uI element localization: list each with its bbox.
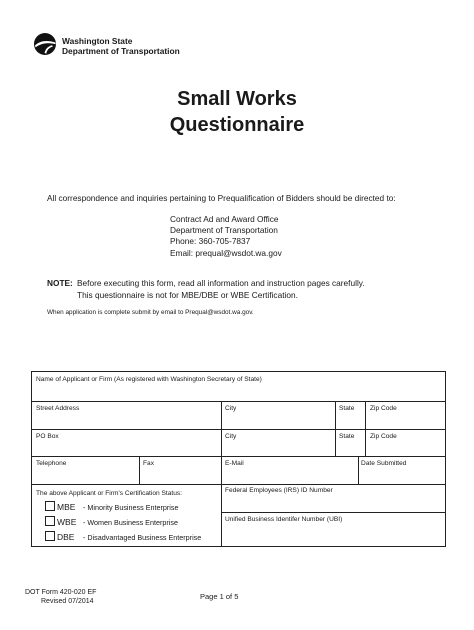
column-divider [139,456,140,484]
note-block [47,278,365,301]
column-divider [365,401,366,456]
wsdot-logo-icon [33,32,57,56]
dbe-option[interactable] [45,531,201,542]
agency-line-1: Washington State [62,36,133,46]
mbe-option[interactable] [45,501,178,512]
fein-field[interactable]: Federal Employees (IRS) ID Number [225,487,333,494]
page-title [0,86,474,138]
form-number: DOT Form 420-020 EF [25,589,97,596]
state-field[interactable]: State [339,405,355,412]
email-field[interactable]: E-Mail [225,460,244,467]
wbe-option[interactable] [45,516,178,527]
title-line-2: Questionnaire [169,114,305,136]
contact-office: Contract Ad and Award Office [170,214,279,224]
revised-date: Revised 07/2014 [41,597,94,605]
zip-code-field[interactable]: Zip Code [370,405,397,412]
po-zip-code-field[interactable]: Zip Code [370,433,397,440]
wbe-description: - Women Business Enterprise [83,518,178,527]
submit-instructions: When application is complete submit by email to Prequal@wsdot.wa.gov. [47,309,254,316]
po-box-field[interactable]: PO Box [36,433,59,440]
contact-email: Email: prequal@wsdot.wa.gov [170,247,282,258]
column-divider [335,401,336,456]
note-line-1: Before executing this form, read all information and instruction pages carefully. [77,278,365,288]
column-divider [221,401,222,547]
po-city-field[interactable]: City [225,433,237,440]
form-number-block [25,589,96,606]
row-divider [32,456,445,457]
wbe-code: WBE [57,517,77,527]
title-line-1: Small Works [177,88,297,110]
certification-status-label: The above Applicant or Firm's Certification Status: [36,490,183,497]
intro-text: All correspondence and inquiries pertaining to Prequalification of Bidders should be directed to: [47,193,396,203]
mbe-checkbox[interactable] [45,501,55,511]
row-divider [32,401,445,402]
contact-department: Department of Transportation [170,225,278,236]
contact-phone: Phone: 360-705-7837 [170,236,251,247]
note-label: NOTE: [47,278,73,288]
row-divider [221,512,445,513]
row-divider [32,484,445,485]
mbe-code: MBE [57,502,76,512]
po-state-field[interactable]: State [339,433,355,440]
applicant-name-field[interactable]: Name of Applicant or Firm (As registered with Washington Secretary of State) [36,376,262,383]
fax-field[interactable]: Fax [143,460,154,467]
agency-name [62,36,180,56]
agency-line-2: Department of Transportation [62,46,180,56]
ubi-field[interactable]: Unified Business Identifer Number (UBI) [225,516,343,523]
dbe-checkbox[interactable] [45,531,55,541]
telephone-field[interactable]: Telephone [36,460,67,467]
street-address-field[interactable]: Street Address [36,405,80,412]
dbe-description: - Disadvantaged Business Enterprise [83,533,202,542]
column-divider [358,456,359,484]
contact-block [170,214,282,259]
applicant-form [31,371,446,547]
page-number: Page 1 of 5 [200,592,239,601]
wbe-checkbox[interactable] [45,516,55,526]
row-divider [32,429,445,430]
city-field[interactable]: City [225,405,237,412]
mbe-description: - Minority Business Enterprise [83,503,179,512]
note-line-2: This questionnaire is not for MBE/DBE or WBE Certification. [77,289,298,300]
date-submitted-field[interactable]: Date Submitted [361,460,407,467]
dbe-code: DBE [57,532,75,542]
